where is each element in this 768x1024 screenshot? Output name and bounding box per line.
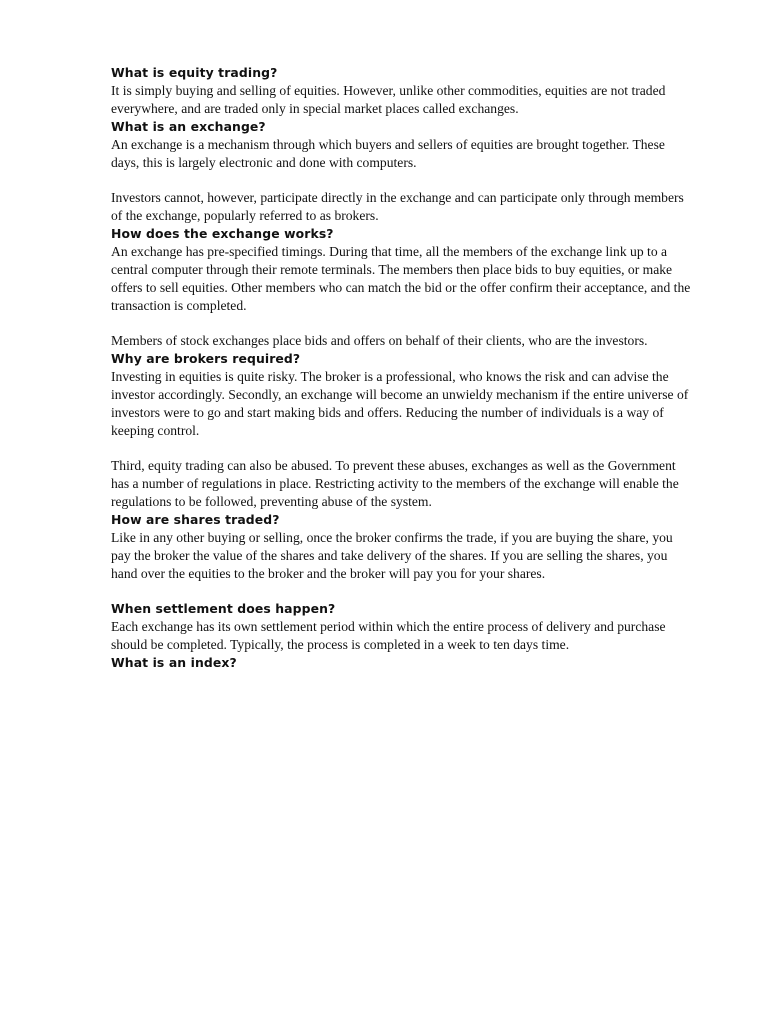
section-equity-trading [111, 64, 691, 118]
paragraph: Third, equity trading can also be abused. To prevent these abuses, exchanges as well as the Government has a number of regulations in place. Restricting activity to the members of the exchange will enable the regulations to be followed, preventing abuse of the system. [111, 458, 679, 509]
section-shares-traded [111, 511, 691, 600]
paragraph-gap [111, 172, 691, 189]
document-page [111, 64, 691, 672]
section-settlement [111, 600, 691, 654]
paragraph: Investors cannot, however, participate directly in the exchange and can participate only through members of the exchange, popularly referred to as brokers. [111, 190, 684, 223]
paragraph: Each exchange has its own settlement period within which the entire process of delivery and purchase should be completed. Typically, the process is completed in a week to ten days time. [111, 619, 666, 652]
section-index [111, 654, 691, 672]
paragraph: An exchange is a mechanism through which buyers and sellers of equities are brought together. These days, this is largely electronic and done with computers. [111, 137, 665, 170]
paragraph-gap [111, 440, 691, 457]
heading-exchange: What is an exchange? [111, 119, 266, 134]
paragraph-gap [111, 315, 691, 332]
heading-index: What is an index? [111, 655, 237, 670]
section-exchange-works [111, 225, 691, 350]
heading-brokers-required: Why are brokers required? [111, 351, 301, 366]
heading-settlement: When settlement does happen? [111, 601, 336, 616]
paragraph: It is simply buying and selling of equities. However, unlike other commodities, equities are not traded everywhere, and are traded only in special market places called exchanges. [111, 83, 666, 116]
paragraph: An exchange has pre-specified timings. During that time, all the members of the exchange link up to a central computer through their remote terminals. The members then place bids to buy equities, or make offers to sell equities. Other members who can match the bid or the offer confirm their acceptance, and the transaction is completed. [111, 244, 691, 313]
heading-shares-traded: How are shares traded? [111, 512, 280, 527]
heading-equity-trading: What is equity trading? [111, 65, 278, 80]
paragraph: Investing in equities is quite risky. The broker is a professional, who knows the risk and can advise the investor accordingly. Secondly, an exchange will become an unwieldy mechanism if the entire universe of investors were to go and start making bids and offers. Reducing the number of individuals is a way of keeping control. [111, 369, 689, 438]
heading-exchange-works: How does the exchange works? [111, 226, 334, 241]
paragraph: Members of stock exchanges place bids and offers on behalf of their clients, who are the investors. [111, 333, 648, 348]
section-exchange [111, 118, 691, 225]
section-brokers-required [111, 350, 691, 511]
paragraph: Like in any other buying or selling, once the broker confirms the trade, if you are buying the share, you pay the broker the value of the shares and take delivery of the shares. If you are selling the shares, you hand over the equities to the broker and the broker will pay you for your shares. [111, 530, 673, 581]
paragraph-gap [111, 583, 691, 600]
